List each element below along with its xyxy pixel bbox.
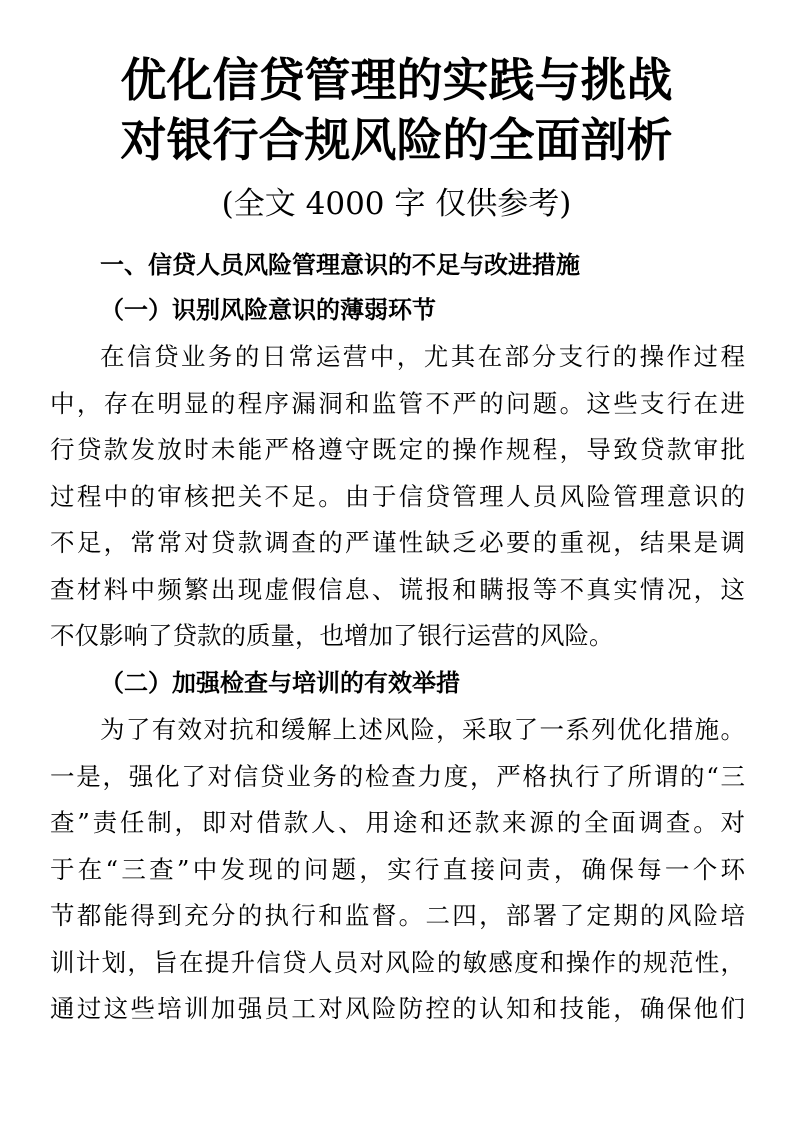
text-line: 不足，常常对贷款调查的严谨性缺乏必要的重视，结果是调 — [50, 528, 745, 557]
title-line-1: 优化信贷管理的实践与挑战 — [120, 53, 673, 107]
text-line: 一是，强化了对信贷业务的检查力度，严格执行了所谓的“三 — [50, 761, 745, 791]
title-line-2: 对银行合规风险的全面剖析 — [120, 113, 673, 167]
text-line: 行贷款发放时未能严格遵守既定的操作规程，导致贷款审批 — [50, 435, 745, 464]
paragraph-2 — [50, 707, 745, 1033]
paragraph-1 — [50, 334, 745, 660]
subsection-heading-2: （二）加强检查与培训的有效举措 — [100, 668, 460, 697]
text-line: 查”责任制，即对借款人、用途和还款来源的全面调查。对 — [50, 808, 745, 837]
text-line: 不仅影响了贷款的质量，也增加了银行运营的风险。 — [50, 621, 614, 650]
subsection-heading-1: （一）识别风险意识的薄弱环节 — [100, 295, 436, 324]
text-line: 于在“三查”中发现的问题，实行直接问责，确保每一个环 — [50, 854, 745, 884]
text-line: 过程中的审核把关不足。由于信贷管理人员风险管理意识的 — [50, 481, 745, 511]
text-line: 通过这些培训加强员工对风险防控的认知和技能，确保他们 — [50, 994, 745, 1023]
text-line: 节都能得到充分的执行和监督。二四，部署了定期的风险培 — [50, 901, 745, 930]
section-heading-1: 一、信贷人员风险管理意识的不足与改进措施 — [100, 250, 580, 279]
text-line: 在信贷业务的日常运营中，尤其在部分支行的操作过程 — [100, 342, 745, 371]
text-line: 查材料中频繁出现虚假信息、谎报和瞒报等不真实情况，这 — [50, 574, 745, 604]
text-line: 中，存在明显的程序漏洞和监管不严的问题。这些支行在进 — [50, 388, 745, 418]
text-line: 训计划，旨在提升信贷人员对风险的敏感度和操作的规范性， — [50, 947, 745, 977]
text-line: 为了有效对抗和缓解上述风险，采取了一系列优化措施。 — [100, 715, 745, 744]
subtitle: (全文 4000 字 仅供参考) — [221, 186, 572, 222]
